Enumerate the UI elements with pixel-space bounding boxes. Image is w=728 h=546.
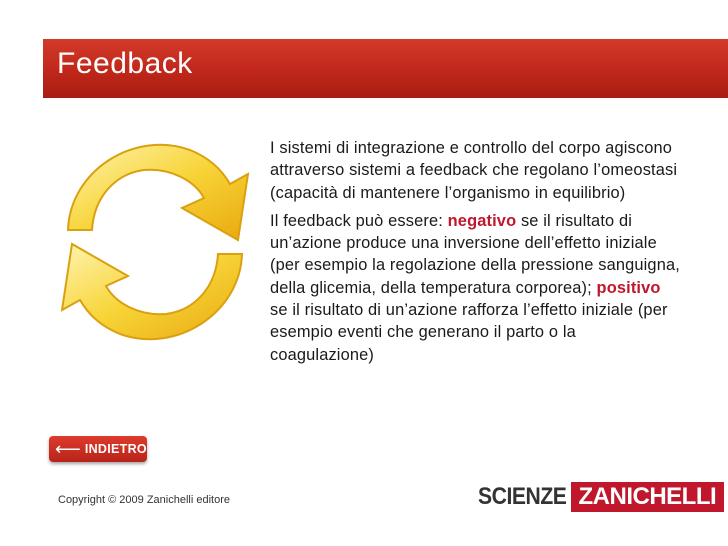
copyright-text: Copyright © 2009 Zanichelli editore: [58, 494, 230, 506]
cycle-arrow-top-icon: [68, 145, 248, 240]
feedback-cycle-icon: [40, 122, 270, 362]
slide-title: Feedback: [57, 47, 193, 80]
paragraph-intro: I sistemi di integrazione e controllo del corpo agiscono attraverso sistemi a feedback che regolano l’omeostasi (capacità di mantenere l’organismo in equilibrio): [270, 139, 678, 202]
back-button-label: INDIETRO: [84, 442, 147, 456]
body-text: [270, 137, 680, 372]
negativo-description: se il risultato di un’azione produce una inversione dell’effetto iniziale (per esempio la regolazione della pressione sanguigna, della glicemia, della temperatura corporea);: [270, 211, 680, 297]
positivo-term: positivo: [596, 278, 661, 297]
title-bar: [43, 39, 728, 98]
back-button[interactable]: [49, 436, 147, 462]
left-arrow-icon: ⟵: [55, 439, 81, 459]
negativo-term: negativo: [447, 211, 517, 230]
cycle-arrow-bottom-icon: [62, 244, 242, 339]
positivo-description: se il risultato di un’azione rafforza l’effetto iniziale (per esempio eventi che generano il parto o la coagulazione): [270, 301, 668, 364]
paragraph-feedback-types: [270, 210, 680, 366]
logo-zanichelli: ZANICHELLI: [571, 482, 725, 512]
feedback-intro-text: Il feedback può essere:: [270, 211, 448, 230]
logo-scienze: SCIENZE: [478, 483, 567, 510]
publisher-logo: [478, 482, 724, 512]
